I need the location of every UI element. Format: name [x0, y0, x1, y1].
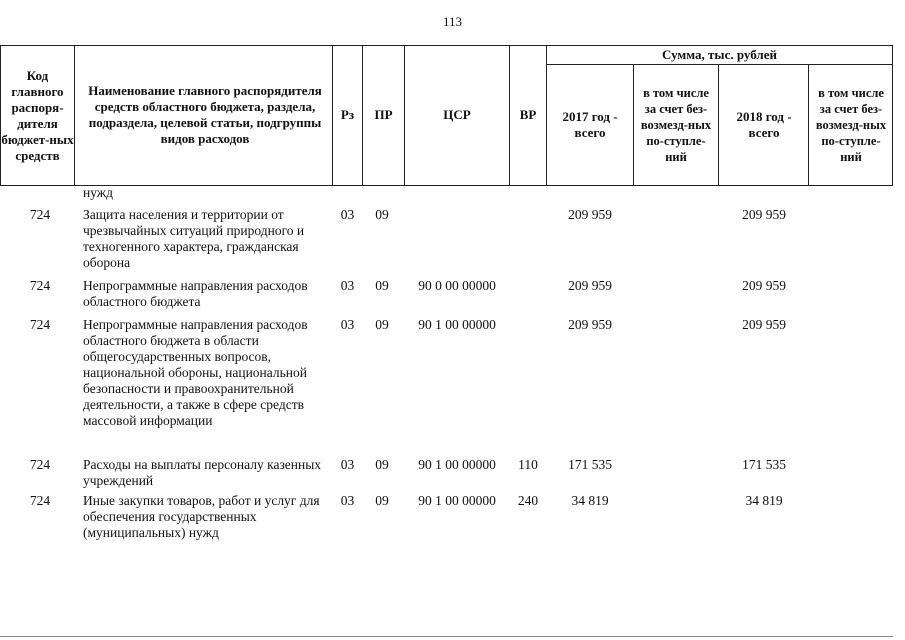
header-rz: Рз [340, 107, 355, 122]
row-vr: 240 [517, 493, 539, 508]
row-name: Иные закупки товаров, работ и услуг для обеспечения государственных (муниципальных) нужд [83, 493, 320, 540]
header-bottom-border [0, 185, 893, 186]
row-pr: 09 [375, 457, 389, 472]
row-2017: 209 959 [568, 317, 612, 332]
continued-text: нужд [83, 185, 113, 200]
row-vr: 110 [518, 457, 538, 472]
header-pr: ПР [374, 107, 393, 122]
row-code: 724 [29, 493, 51, 508]
col-divider-sum [546, 45, 547, 185]
row-name: Непрограммные направления расходов областного бюджета [83, 278, 308, 309]
row-2018: 34 819 [745, 493, 783, 508]
row-rz: 03 [340, 207, 355, 222]
header-2018-free: в том числе за счет без-возмезд-ных по-ступле-ний [815, 86, 887, 164]
col-divider-2018 [718, 64, 719, 185]
row-rz: 03 [340, 278, 355, 293]
header-sum-group: Сумма, тыс. рублей [662, 47, 777, 62]
row-2017: 209 959 [568, 207, 612, 222]
row-2018: 209 959 [742, 317, 786, 332]
header-2017-total: 2017 год - всего [562, 109, 618, 140]
row-2018: 171 535 [742, 457, 786, 472]
row-2018: 209 959 [742, 278, 786, 293]
row-code: 724 [29, 317, 51, 332]
page-bottom-border [0, 636, 893, 637]
header-name: Наименование главного распорядителя средств областного бюджета, раздела, подраздела, целевой статьи, подгруппы видов расходов [88, 83, 322, 146]
col-divider-2017-free [633, 64, 634, 185]
row-pr: 09 [375, 207, 389, 222]
header-2017-free: в том числе за счет без-возмезд-ных по-ступле-ний [640, 86, 712, 164]
row-csr: 90 0 00 00000 [418, 278, 496, 293]
table-right-border [892, 45, 893, 185]
row-2017: 171 535 [568, 457, 612, 472]
row-2018: 209 959 [742, 207, 786, 222]
row-rz: 03 [340, 493, 355, 508]
row-2017: 209 959 [568, 278, 612, 293]
row-pr: 09 [375, 317, 389, 332]
row-rz: 03 [340, 317, 355, 332]
col-divider-name [74, 45, 75, 185]
row-csr: 90 1 00 00000 [418, 317, 496, 332]
row-2017: 34 819 [571, 493, 609, 508]
row-rz: 03 [340, 457, 355, 472]
row-pr: 09 [375, 493, 389, 508]
row-name: Защита населения и территории от чрезвычайных ситуаций природного и техногенного характера, гражданская оборона [83, 207, 305, 270]
row-code: 724 [29, 207, 51, 222]
row-name: Непрограммные направления расходов областного бюджета в области общегосударственных вопросов, национальной обороны, национальной безопасности и правоохранительной деятельности, а также в сфере средств массовой информации [83, 317, 308, 428]
page-number: 113 [442, 14, 463, 29]
row-csr: 90 1 00 00000 [418, 457, 496, 472]
row-code: 724 [29, 278, 51, 293]
row-name: Расходы на выплаты персоналу казенных учреждений [83, 457, 322, 488]
col-divider-2018-free [808, 64, 809, 185]
row-code: 724 [29, 457, 51, 472]
header-code: Код главного распоря-дителя бюджет-ных средств [1, 68, 74, 163]
header-csr: ЦСР [443, 107, 471, 122]
header-vr: ВР [519, 107, 537, 122]
row-csr: 90 1 00 00000 [418, 493, 496, 508]
header-2018-total: 2018 год - всего [736, 109, 792, 140]
sum-group-divider [546, 64, 893, 65]
row-pr: 09 [375, 278, 389, 293]
